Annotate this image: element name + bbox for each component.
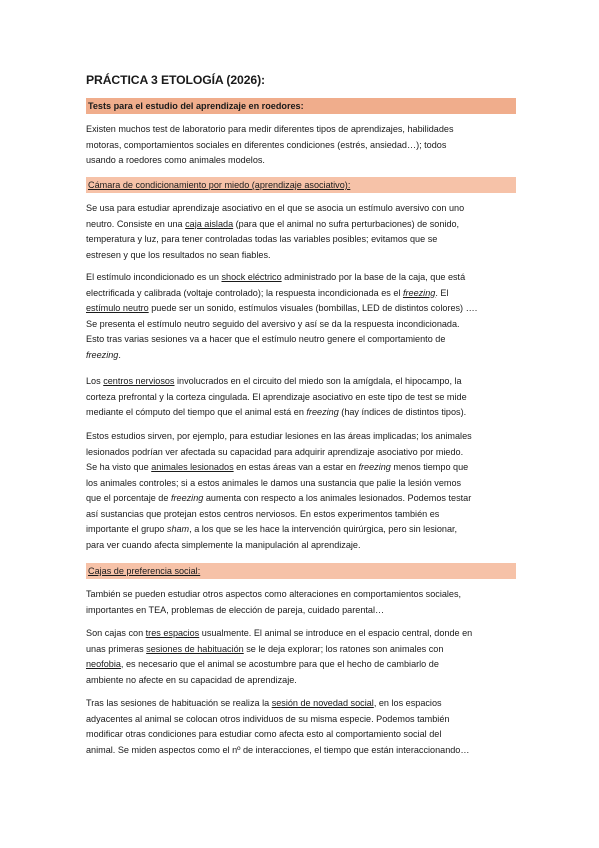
paragraph-fear-3: Los centros nerviosos involucrados en el circuito del miedo son la amígdala, el hipocampo, la corteza prefrontal y la corteza cingulada. El aprendizaje asociativo en este tipo de test se mide mediante el cómputo del tiempo que el animal está en freezing (hay índices de distintos tipos). xyxy=(86,376,467,417)
paragraph-social-3: Tras las sesiones de habituación se realiza la sesión de novedad social, en los espacios adyacentes al animal se colocan otros individuos de su misma especie. Podemos también modificar otras condiciones para estudiar como afecta esto al comportamiento social del animal. Se miden aspectos como el nº de interacciones, el tiempo que están interaccionando… xyxy=(86,698,470,755)
term-centros-nerviosos: centros nerviosos xyxy=(103,376,175,386)
section-header-tests: Tests para el estudio del aprendizaje en roedores: xyxy=(86,98,516,114)
term-animales-lesionados: animales lesionados xyxy=(151,462,234,472)
paragraph-fear-2: El estímulo incondicionado es un shock eléctrico administrado por la base de la caja, que está electrificada y calibrada (voltaje controlado); la respuesta incondicionada es el freezing. El estímulo neutro puede ser un sonido, estímulos visuales (bombillas, LED de distintos colores) …. Se presenta el estímulo neutro seguido del aversivo y así se da la respuesta incondicionada. Esto tras varias sesiones va a hacer que el estímulo neutro genere el comportamiento de freezing. xyxy=(86,272,478,360)
paragraph-social-2: Son cajas con tres espacios usualmente. El animal se introduce en el espacio central, donde en unas primeras sesiones de habituación se le deja explorar; los ratones son animales con neofobia, es necesario que el animal se acostumbre para que el hecho de cambiarlo de ambiente no afecte en su capacidad de aprendizaje. xyxy=(86,628,473,685)
term-shock-electrico: shock eléctrico xyxy=(221,272,282,282)
term-freezing: freezing xyxy=(402,287,436,298)
section-header-social-preference: Cajas de preferencia social: xyxy=(86,563,516,579)
term-tres-espacios: tres espacios xyxy=(145,628,200,638)
term-caja-aislada: caja aislada xyxy=(185,218,234,229)
paragraph-fear-4: Estos estudios sirven, por ejemplo, para estudiar lesiones en las áreas implicadas; los animales lesionados podrían ver afectada su capacidad para adquirir aprendizaje asociativo por miedo. Se ha visto que animales lesionados en estas áreas van a estar en freezing menos tiempo que los animales controles; si a estos animales le damos una sustancia que palie la lesión vemos que el porcentaje de freezing aumenta con respecto a los animales lesionados. Podemos testar así sustancias que protejan estos centros nerviosos. En estos experimentos también es importante el grupo sham, a los que se les hace la intervención quirúrgica, pero sin lesionar, para ver cuando afecta simplemente la manipulación al aprendizaje. xyxy=(86,431,472,550)
section-header-fear-conditioning: Cámara de condicionamiento por miedo (aprendizaje asociativo): xyxy=(86,177,516,193)
term-neofobia: neofobia xyxy=(86,659,121,669)
paragraph-fear-1: Se usa para estudiar aprendizaje asociativo en el que se asocia un estímulo aversivo con uno neutro. Consiste en una caja aislada (para que el animal no sufra perturbaciones) de sonido, temperatura y luz, para tener controladas todas las variables posibles; evitamos que se estresen y que los resultados no sean fiables. xyxy=(86,203,465,260)
page-title: PRÁCTICA 3 ETOLOGÍA (2026): xyxy=(86,73,266,87)
term-sesion-novedad-social: sesión de novedad social xyxy=(271,698,374,708)
term-estimulo-neutro: estímulo neutro xyxy=(86,303,149,313)
paragraph-social-1: También se pueden estudiar otros aspectos como alteraciones en comportamientos sociales, importantes en TEA, problemas de elección de pareja, cuidado parental… xyxy=(86,589,462,615)
paragraph-intro: Existen muchos test de laboratorio para medir diferentes tipos de aprendizajes, habilidades motoras, comportamientos sociales en diferentes condiciones (estrés, ansiedad…); todos usando a roedores como animales modelos. xyxy=(86,124,454,165)
term-sesiones-habituacion: sesiones de habituación xyxy=(146,643,244,654)
